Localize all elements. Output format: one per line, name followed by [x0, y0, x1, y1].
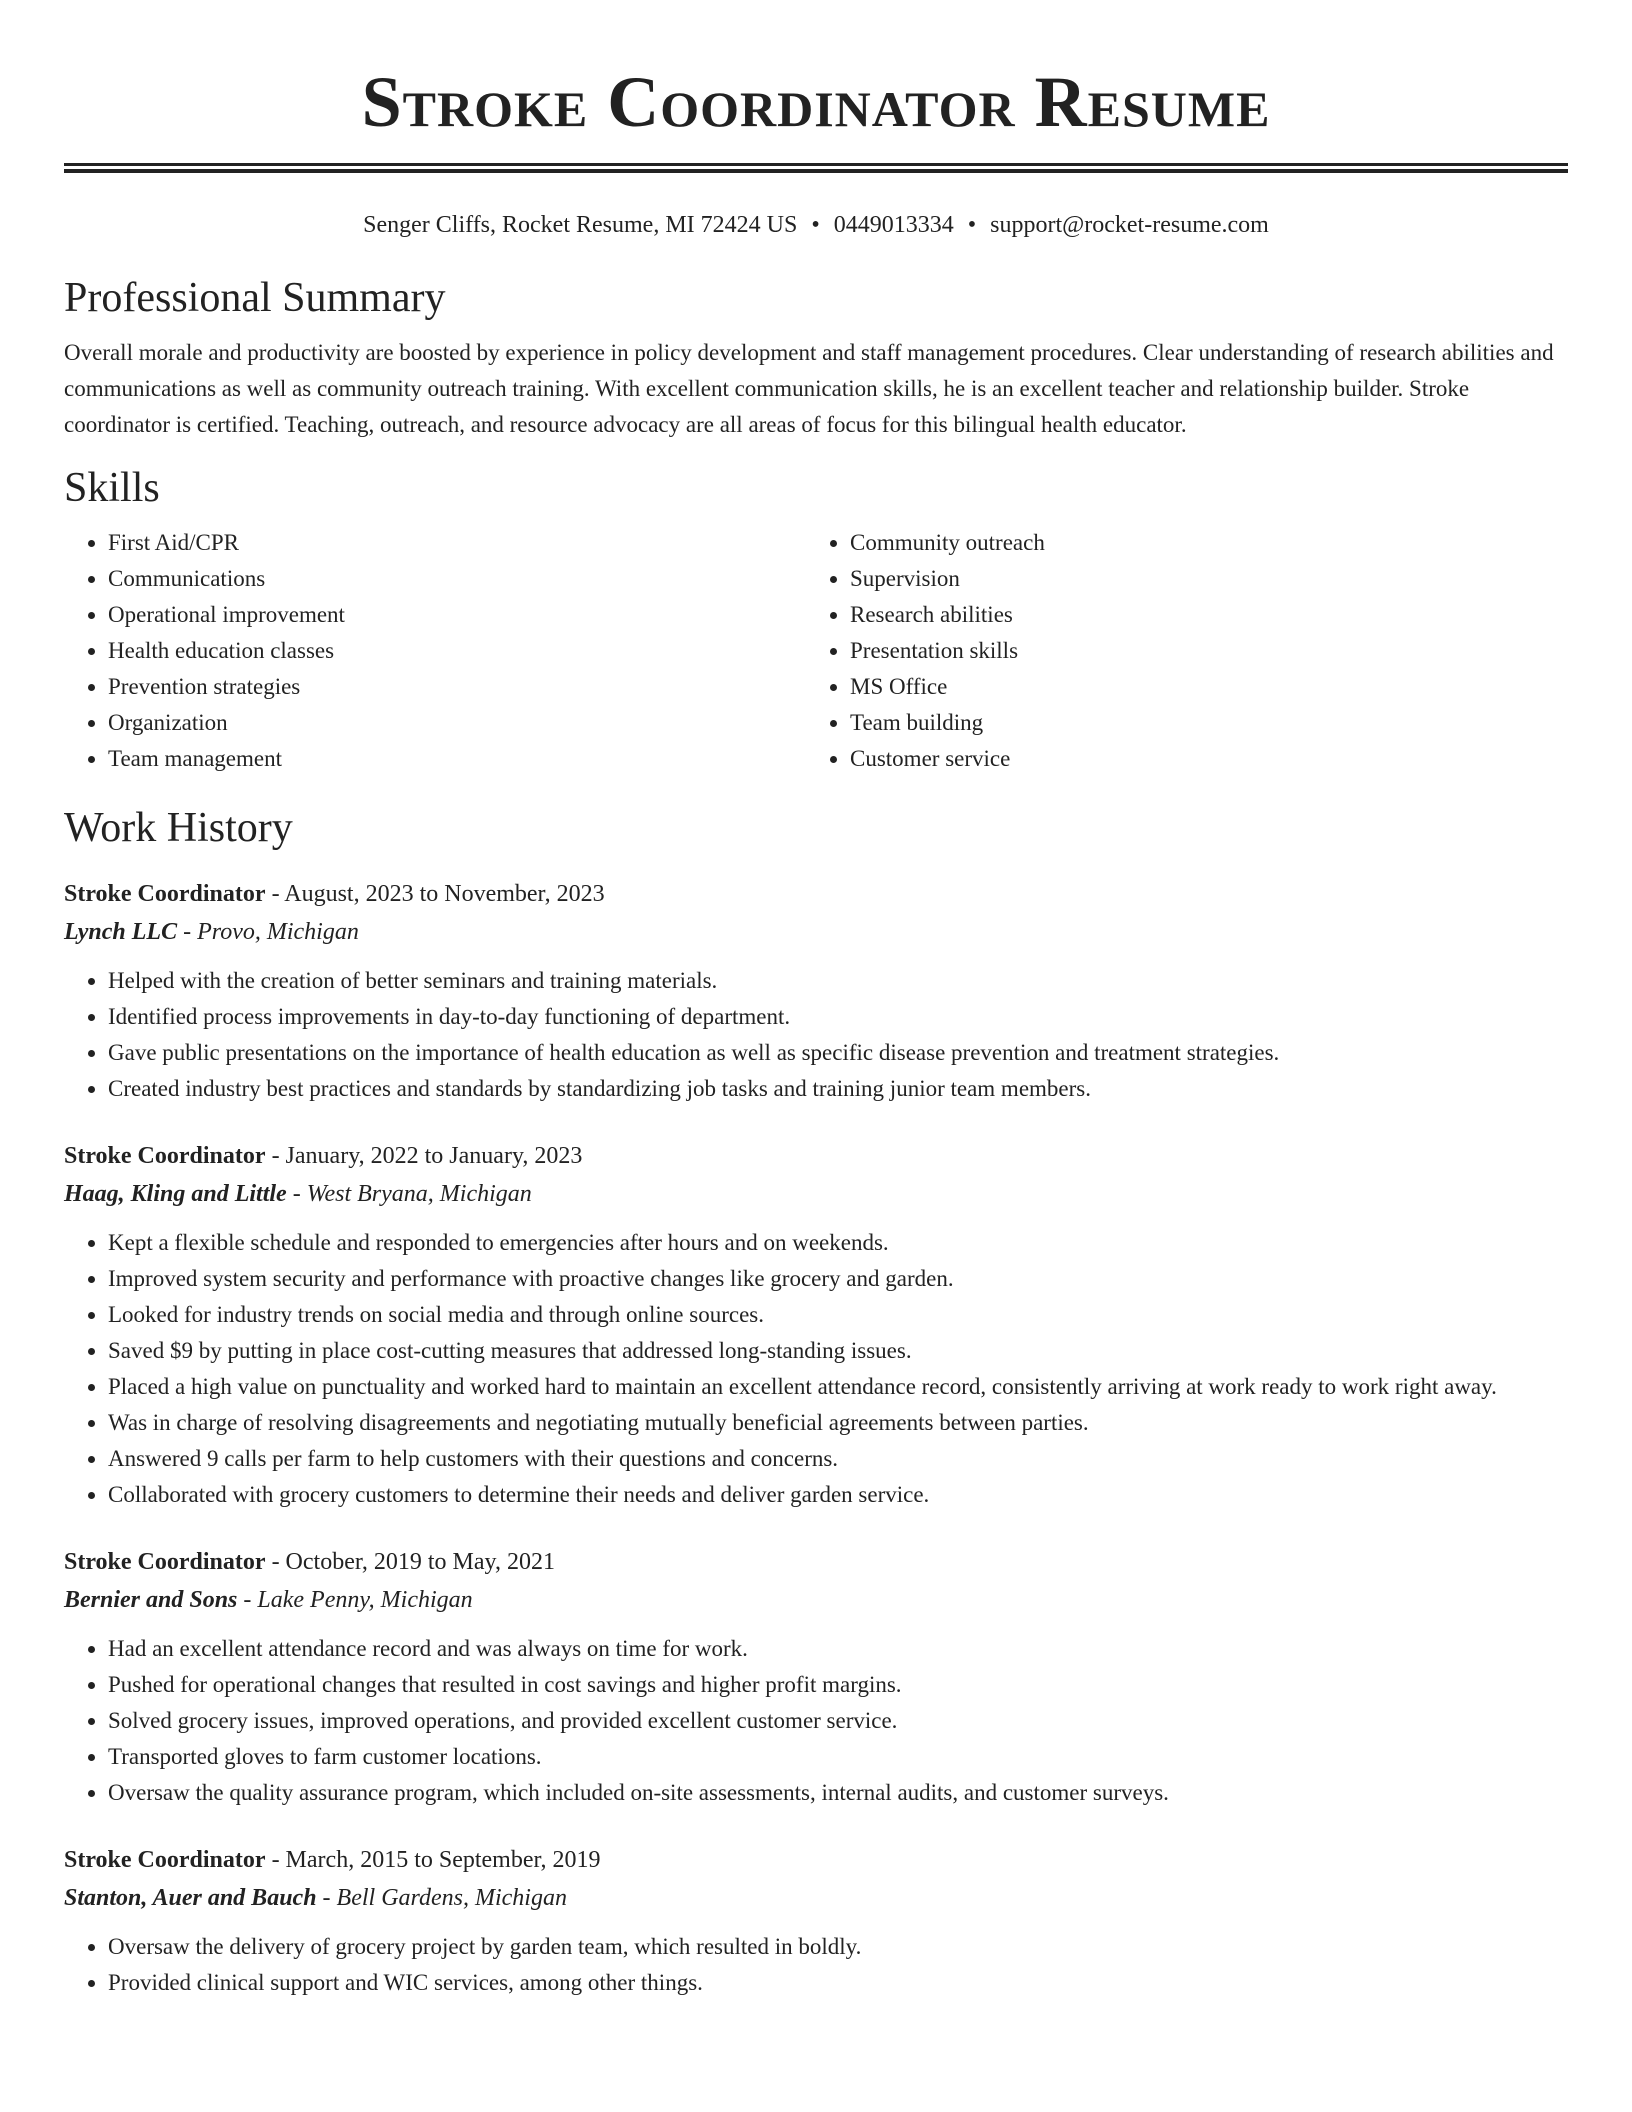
job-bullets	[64, 1631, 1568, 1811]
contact-phone: 0449013334	[833, 212, 954, 238]
summary-heading: Professional Summary	[64, 275, 446, 321]
job-title: Stroke Coordinator	[64, 1847, 266, 1873]
job-bullet: • Answered 9 calls per farm to help customers with their questions and concerns.	[108, 1441, 1568, 1477]
job-location: - Bell Gardens, Michigan	[316, 1885, 567, 1911]
job-entry	[64, 1841, 1568, 2001]
skills-column-left	[64, 525, 806, 777]
resume-page	[64, 0, 1568, 2001]
job-company: Lynch LLC	[64, 919, 178, 945]
job-entry	[64, 1543, 1568, 1811]
skill-item: • Presentation skills	[850, 633, 1548, 669]
job-bullet: • Improved system security and performance with proactive changes like grocery and garden.	[108, 1261, 1568, 1297]
skill-item: • Team management	[108, 741, 806, 777]
job-bullet: • Helped with the creation of better seminars and training materials.	[108, 963, 1568, 999]
job-company: Stanton, Auer and Bauch	[64, 1885, 317, 1911]
skills-list	[64, 525, 1568, 777]
job-bullet: • Oversaw the quality assurance program, which included on-site assessments, internal audits, and customer surveys.	[108, 1775, 1568, 1811]
job-bullets	[64, 1225, 1568, 1513]
job-bullets	[64, 1929, 1568, 2001]
job-bullet: • Was in charge of resolving disagreements and negotiating mutually beneficial agreements between parties.	[108, 1405, 1568, 1441]
job-company-line	[64, 1581, 1568, 1619]
job-title: Stroke Coordinator	[64, 1143, 266, 1169]
skill-item: • Communications	[108, 561, 806, 597]
contact-address: Senger Cliffs, Rocket Resume, MI 72424 US	[363, 212, 798, 238]
contact-line	[64, 209, 1568, 241]
skills-column-right	[806, 525, 1548, 777]
job-bullets	[64, 963, 1568, 1107]
title-divider	[64, 163, 1568, 173]
contact-separator: •	[811, 212, 820, 238]
job-bullet: • Saved $9 by putting in place cost-cutting measures that addressed long-standing issues.	[108, 1333, 1568, 1369]
skill-item: • Research abilities	[850, 597, 1548, 633]
job-bullet: • Solved grocery issues, improved operations, and provided excellent customer service.	[108, 1703, 1568, 1739]
job-bullet: • Oversaw the delivery of grocery project by garden team, which resulted in boldly.	[108, 1929, 1568, 1965]
skill-item: • Supervision	[850, 561, 1548, 597]
job-dates: - August, 2023 to November, 2023	[265, 881, 605, 907]
job-company-line	[64, 913, 1568, 951]
job-bullet: • Looked for industry trends on social media and through online sources.	[108, 1297, 1568, 1333]
job-location: - West Bryana, Michigan	[286, 1181, 532, 1207]
contact-separator: •	[967, 212, 977, 238]
skill-item: • Prevention strategies	[108, 669, 806, 705]
skill-item: • Community outreach	[850, 525, 1548, 561]
job-dates: - March, 2015 to September, 2019	[265, 1847, 601, 1873]
job-dates: - January, 2022 to January, 2023	[265, 1143, 583, 1169]
skill-item: • MS Office	[850, 669, 1548, 705]
work-history-heading: Work History	[64, 805, 293, 851]
skill-item: • Operational improvement	[108, 597, 806, 633]
skill-item: • Customer service	[850, 741, 1548, 777]
summary-text: Overall morale and productivity are boosted by experience in policy development and staff management procedures. Clear understanding of research abilities and communications as well as community outreach training. With excellent communication skills, he is an excellent teacher and relationship builder. Stroke coordinator is certified. Teaching, outreach, and resource advocacy are all areas of focus for this bilingual health educator.	[64, 340, 1554, 437]
job-bullet: • Transported gloves to farm customer locations.	[108, 1739, 1568, 1775]
job-bullet: • Collaborated with grocery customers to determine their needs and deliver garden service.	[108, 1477, 1568, 1513]
job-bullet: • Gave public presentations on the importance of health education as well as specific disease prevention and treatment strategies.	[108, 1035, 1568, 1071]
job-title-line	[64, 875, 1568, 913]
job-entry	[64, 1137, 1568, 1513]
skill-item: • Team building	[850, 705, 1548, 741]
job-title-line	[64, 1543, 1568, 1581]
job-location: - Provo, Michigan	[177, 919, 359, 945]
job-bullet: • Created industry best practices and standards by standardizing job tasks and training junior team members.	[108, 1071, 1568, 1107]
job-company-line	[64, 1879, 1568, 1917]
job-dates: - October, 2019 to May, 2021	[265, 1549, 555, 1575]
job-title-line	[64, 1841, 1568, 1879]
job-title: Stroke Coordinator	[64, 1549, 266, 1575]
skill-item: • Health education classes	[108, 633, 806, 669]
job-location: - Lake Penny, Michigan	[237, 1587, 473, 1613]
job-entry	[64, 875, 1568, 1107]
job-bullet: • Provided clinical support and WIC services, among other things.	[108, 1965, 1568, 2001]
skill-item: • Organization	[108, 705, 806, 741]
job-title-line	[64, 1137, 1568, 1175]
job-company: Haag, Kling and Little	[64, 1181, 287, 1207]
job-bullet: • Kept a flexible schedule and responded to emergencies after hours and on weekends.	[108, 1225, 1568, 1261]
resume-title: Stroke Coordinator Resume	[361, 62, 1271, 142]
skill-item: • First Aid/CPR	[108, 525, 806, 561]
job-bullet: • Had an excellent attendance record and was always on time for work.	[108, 1631, 1568, 1667]
job-company: Bernier and Sons	[64, 1587, 238, 1613]
skills-heading: Skills	[64, 465, 160, 511]
job-bullet: • Identified process improvements in day-to-day functioning of department.	[108, 999, 1568, 1035]
job-bullet: • Pushed for operational changes that resulted in cost savings and higher profit margins.	[108, 1667, 1568, 1703]
contact-email: support@rocket-resume.com	[990, 212, 1269, 238]
job-company-line	[64, 1175, 1568, 1213]
job-title: Stroke Coordinator	[64, 881, 266, 907]
job-bullet: • Placed a high value on punctuality and worked hard to maintain an excellent attendance record, consistently arriving at work ready to work right away.	[108, 1369, 1568, 1405]
